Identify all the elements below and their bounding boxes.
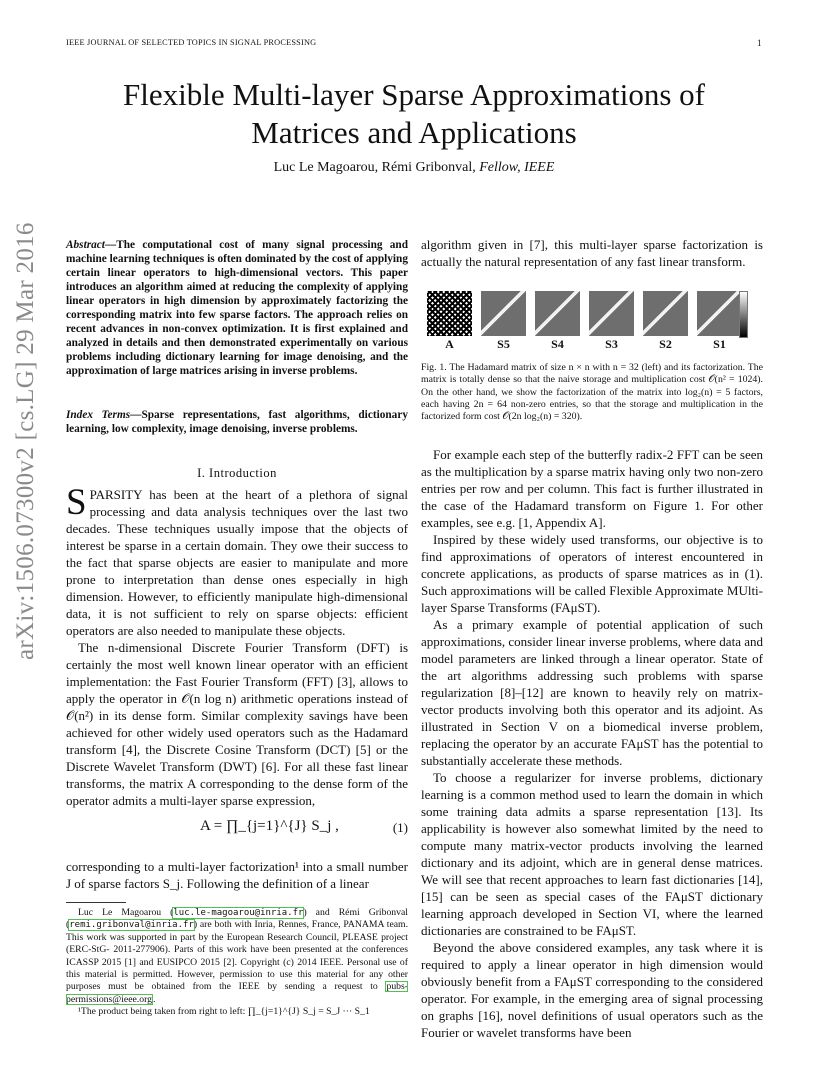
email-link-2[interactable]: remi.gribonval@inria.fr	[69, 920, 194, 931]
author-suffix: Fellow, IEEE	[479, 160, 555, 175]
affiliation-text-b: ) and Rémi Gribonval (	[66, 907, 408, 931]
section-heading: I. Introduction	[197, 466, 277, 480]
equation-1	[66, 808, 408, 852]
intro-body	[66, 482, 408, 809]
factor-s5-image	[481, 291, 526, 336]
index-terms	[66, 408, 408, 436]
right-paragraph-5: Beyond the above considered examples, any task where it is required to apply a linear operator in high dimension would obviously benefit from a FAμST corresponding to the considered operator. For example, in the emerging area of signal processing on graphs [16], novel definitions of usual operators such as the Fourier or wavelet transforms have been	[421, 940, 763, 1040]
right-column-body	[421, 446, 763, 1041]
right-paragraph-4: To choose a regularizer for inverse problems, dictionary learning is a common method used to learn the domain in which some training data admits a sparse representation [13]. Its applicability is however also somewhat limited by the need to compute many matrix-vector products involving the learned dictionary and its adjoint, which are in general dense matrices. We will see that recent approaches to learn fast dictionaries [14], [15] can be seen as special cases of the FAμST dictionary learning approach developed in Section VI, where the learned dictionaries are constrained to be FAμST.	[421, 770, 763, 938]
abstract-text: —The computational cost of many signal processing and machine learning techniques is often dominated by the cost of applying certain linear operators to high-dimensional vectors. This paper introduces an algorithm aimed at reducing the complexity of applying linear operators in high dimension by approximately factorizing the corresponding matrix into few sparse factors. The approach relies on recent advances in non-convex optimization. It is first explained and analyzed in details and then demonstrated experimentally on various problems including dictionary learning for image denoising, and the approximation of large matrices arising in inverse problems.	[66, 239, 408, 377]
email-link-1[interactable]: luc.le-magoarou@inria.fr	[173, 908, 304, 918]
author-names: Luc Le Magoarou, Rémi Gribonval,	[273, 160, 476, 175]
arxiv-identifier: arXiv:1506.07300v2 [cs.LG] 29 Mar 2016	[12, 222, 39, 660]
abstract-lead: Abstract	[66, 239, 105, 251]
intro-paragraph-2: The n-dimensional Discrete Fourier Transform (DFT) is certainly the most well known linear operator with an efficient implementation: the Fast Fourier Transform (FFT) [3], allows to apply the operator in 𝒪(n log n) arithmetic operations instead of 𝒪(n²) in its dense form. Similar complexity savings have been achieved for other widely used operators such as the Hadamard transform [4], the Discrete Cosine Transform (DCT) [5] or the Discrete Wavelet Transform (DWT) [6]. For all these fast linear transforms, the matrix A corresponding to the dense form of the operator admits a multi-layer sparse expression,	[66, 640, 408, 808]
figure-label-s2: S2	[659, 337, 672, 351]
permissions-email-link[interactable]: pubs-permissions@ieee.org	[66, 981, 408, 1005]
figure-caption: Fig. 1. The Hadamard matrix of size n × n with n = 32 (left) and its factorization. The matrix is totally dense so that the naive storage and multiplication cost 𝒪(n² = 1024). On the other hand, we show the factorization of the matrix into log₂(n) = 5 factors, each having 2n = 64 non-zero entries, so that the storage and multiplication in the factorized form cost 𝒪(2n log₂(n) = 320).	[421, 362, 763, 423]
factor-s2-image	[643, 291, 688, 336]
figure-label-s3: S3	[605, 337, 618, 351]
equation-body: A = ∏_{j=1}^{J} S_j ,	[200, 818, 339, 834]
right-paragraph-1: For example each step of the butterfly radix-2 FFT can be seen as the multiplication by a sparse matrix having only two non-zero entries per row and per column. This fact is further illustrated in the case of the Hadamard transform on Figure 1. For other examples, see e.g. [1, Appendix A].	[421, 447, 763, 530]
factor-s3-image	[589, 291, 634, 336]
figure-1	[421, 285, 763, 355]
affiliation-text-end: .	[152, 993, 156, 1005]
paper-title: Flexible Multi-layer Sparse Approximations of Matrices and Applications	[122, 77, 706, 150]
intro-continuation	[66, 858, 408, 892]
running-head: IEEE JOURNAL OF SELECTED TOPICS IN SIGNAL PROCESSING	[66, 38, 317, 47]
right-paragraph-3: As a primary example of potential application of such approximations, consider linear inverse problems, where data and model parameters are linked through a linear operator. State of the art algorithms addressing such problems with sparse regularization [8]–[12] are known to heavily rely on matrix-vector products involving both this operator and its adjoint. As illustrated in Section V on a biomedical inverse problem, replacing the operator by an accurate FAμST has the potential to substantially accelerate these methods.	[421, 617, 763, 768]
dropcap: S	[66, 482, 87, 523]
intro-paragraph-1	[66, 482, 408, 639]
colorbar	[739, 291, 748, 338]
footnote-divider	[66, 902, 126, 903]
figure-label-s1: S1	[713, 337, 726, 351]
figure-label-s4: S4	[551, 337, 564, 351]
right-paragraph-2: Inspired by these widely used transforms, our objective is to find approximations of operators of interest encountered in concrete applications, as products of sparse matrices as in (1). Such approximations will be called Flexible Approximate MUlti-layer Sparse Transforms (FAμST).	[421, 532, 763, 615]
intro-paragraph-3: corresponding to a multi-layer factorization¹ into a small number J of sparse factors S_j. Following the definition of a linear	[66, 859, 408, 891]
footnotes	[66, 907, 408, 1019]
factor-s4-image	[535, 291, 580, 336]
figure-label-a: A	[445, 337, 454, 351]
index-terms-text: —Sparse representations, fast algorithms, dictionary learning, low complexity, image denoising, inverse problems.	[66, 409, 408, 435]
equation-number: (1)	[392, 820, 408, 835]
affiliation-text-c: ) are both with Inria, Rennes, France, PANAMA team. This work was supported in part by the European Research Council, PLEASE project (ERC-StG- 2011-277906). Parts of this work have been presented at the conferences ICASSP 2015 [1] and EUSIPCO 2015 [2]. Copyright (c) 2014 IEEE. Personal use of this material is permitted. However, permission to use this material for any other purposes must be obtained from the IEEE by sending a request to	[66, 919, 408, 993]
matrix-a-image	[427, 291, 472, 336]
abstract	[66, 238, 408, 378]
right-column-intro: algorithm given in [7], this multi-layer sparse factorization is actually the natural representation of any fast linear transform.	[421, 237, 763, 269]
factor-s1-image	[697, 291, 742, 336]
index-terms-lead: Index Terms	[66, 409, 131, 421]
affiliation-text-a: Luc Le Magoarou (	[78, 907, 174, 918]
product-footnote: ¹The product being taken from right to left: ∏_{j=1}^{J} S_j = S_J ··· S_1	[78, 1006, 370, 1018]
affiliation-footnote	[66, 907, 408, 1006]
figure-label-s5: S5	[497, 337, 510, 351]
intro-p1-text: PARSITY has been at the heart of a plethora of signal processing and data analysis techniques over the last two decades. These techniques usually impose that the objects of interest be sparse in a certain domain. They owe their success to the fact that sparse objects are easier to manipulate and more prone to interpretation than dense ones especially in high dimension. However, to efficiently manipulate high-dimensional data, it is not sufficient to rely on sparse objects: efficient operators are also needed to manipulate these objects.	[66, 487, 408, 638]
author-line	[66, 160, 762, 176]
page-number: 1	[757, 38, 762, 48]
